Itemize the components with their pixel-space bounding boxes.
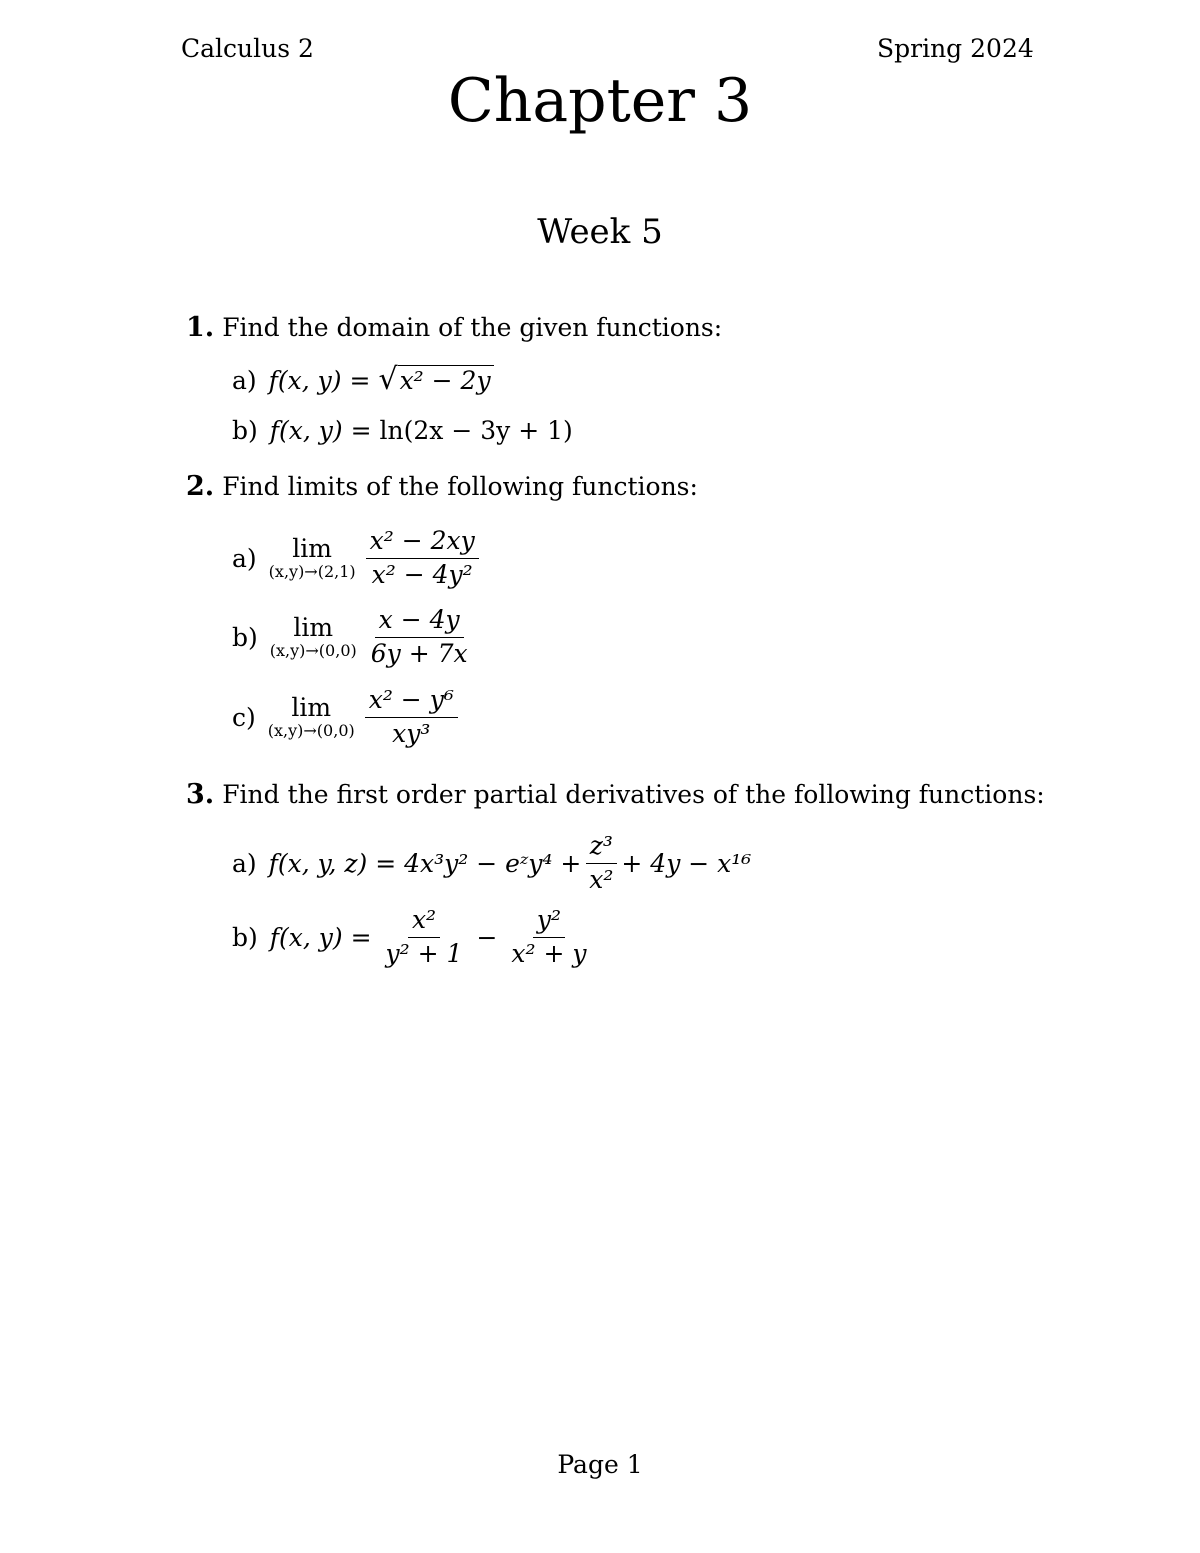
question-prompt: Find the domain of the given functions: [222,313,723,342]
term: Spring 2024 [877,34,1034,63]
lim-approach: (x,y)→(2,1) [268,561,356,581]
radical-sign-icon: √ [378,362,398,397]
denominator: y² + 1 [385,938,463,968]
course-name: Calculus 2 [181,34,314,63]
item-label: b) [232,922,258,952]
week-subtitle: Week 5 [537,212,663,252]
fraction [365,686,458,749]
function-tail: + 4y − x¹⁶ [621,848,752,878]
question-3 [186,779,1045,810]
numerator: x² − 2xy [366,527,479,559]
denominator: x² + y [511,938,587,968]
function-lhs: f(x, y) = [268,365,371,395]
q1-item-a [232,362,494,397]
fraction [507,906,590,969]
lim-approach: (x,y)→(0,0) [267,720,355,740]
q2-item-c [232,686,462,749]
numerator: y² [533,906,565,938]
numerator: x² [408,906,440,938]
chapter-title: Chapter 3 [447,66,753,136]
question-number: 2. [186,471,215,502]
lim-word: lim [293,612,334,642]
limit-operator [268,533,356,581]
function-lhs: f(x, y) = [269,416,372,445]
fraction [367,606,472,669]
numerator: x − 4y [375,606,464,638]
question-prompt: Find the first order partial derivatives of the following functions: [222,780,1045,809]
numerator: z³ [586,832,617,864]
question-number: 3. [186,779,215,810]
numerator: x² − y⁶ [365,686,458,718]
minus-operator: − [476,922,498,952]
denominator: x² [589,864,614,894]
question-2 [186,471,698,502]
limit-operator [267,692,355,740]
fraction [382,906,467,969]
item-label: a) [232,848,257,878]
item-label: a) [232,365,257,395]
lim-word: lim [292,533,332,563]
item-label: a) [232,543,257,573]
function-lhs: f(x, y, z) = 4x³y² − eᶻy⁴ + [268,848,582,878]
question-number: 1. [186,312,215,343]
lim-word: lim [291,692,332,722]
denominator: x² − 4y² [371,559,473,589]
question-prompt: Find limits of the following functions: [222,472,698,501]
function-lhs: f(x, y) = [269,922,372,952]
denominator: 6y + 7x [370,638,468,668]
q3-item-a [232,832,751,895]
q2-item-a [232,527,483,590]
function-rhs: ln(2x − 3y + 1) [379,416,573,445]
radicand: x² − 2y [398,365,494,395]
fraction [366,527,479,590]
item-label: b) [232,622,258,652]
q1-item-b [232,416,573,445]
q3-item-b [232,906,595,969]
limit-operator [269,612,357,660]
q2-item-b [232,606,476,669]
fraction [585,832,617,895]
question-1 [186,312,722,343]
item-label: c) [232,702,256,732]
page-number: Page 1 [557,1450,643,1479]
denominator: xy³ [392,718,431,748]
item-label: b) [232,416,258,445]
square-root [378,362,493,397]
lim-approach: (x,y)→(0,0) [269,640,357,660]
